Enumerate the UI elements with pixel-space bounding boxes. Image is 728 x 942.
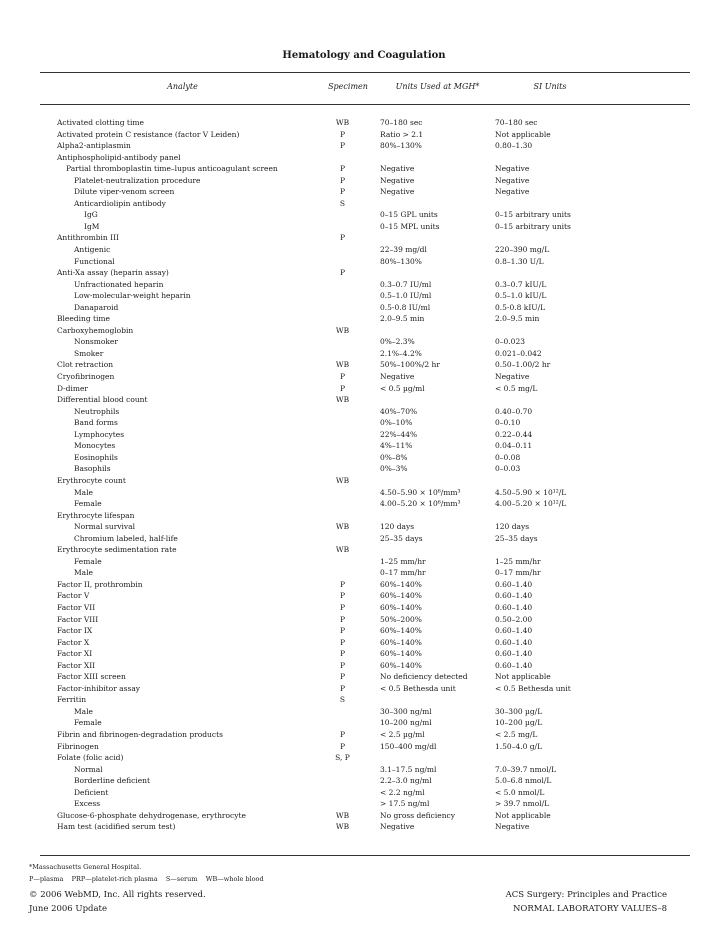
analyte-cell: Smoker: [74, 348, 104, 358]
specimen-cell: WB: [335, 810, 350, 820]
table-row: [40, 637, 690, 649]
analyte-cell: Platelet-neutralization procedure: [74, 175, 201, 185]
specimen-cell: P: [339, 614, 346, 624]
specimen-cell: P: [339, 268, 346, 278]
mgh-units-cell: < 2.2 ng/ml: [380, 787, 425, 797]
si-units-cell: Not applicable: [495, 810, 551, 820]
table-row: [40, 302, 690, 314]
table-row: [40, 440, 690, 452]
si-units-cell: < 0.5 Bethesda unit: [495, 683, 571, 693]
mgh-units-cell: 3.1–17.5 ng/ml: [380, 764, 437, 774]
analyte-cell: Female: [74, 499, 102, 509]
analyte-cell: Glucose-6-phosphate dehydrogenase, erythrocyte: [57, 810, 246, 820]
mgh-units-cell: 30–300 ng/ml: [380, 706, 432, 716]
specimen-cell: WB: [335, 475, 350, 485]
si-units-cell: 120 days: [495, 522, 530, 532]
analyte-cell: Antiphospholipid-antibody panel: [57, 152, 181, 162]
si-units-cell: 0.80–1.30: [495, 141, 533, 151]
table-row: [40, 429, 690, 441]
table-row: [40, 163, 690, 175]
specimen-cell: P: [339, 187, 346, 197]
si-units-cell: 10–200 µg/L: [495, 718, 543, 728]
footnotes: [29, 861, 264, 885]
table-row: [40, 752, 690, 764]
analyte-cell: Bleeding time: [57, 314, 110, 324]
mgh-units-cell: 2.1%–4.2%: [380, 348, 422, 358]
mgh-units-cell: 0%–3%: [380, 464, 408, 474]
analyte-cell: Eosinophils: [74, 452, 118, 462]
analyte-cell: Male: [74, 706, 93, 716]
table-row: [40, 152, 690, 164]
analyte-cell: Alpha2-antiplasmin: [57, 141, 131, 151]
table-header: [40, 82, 690, 96]
si-units-cell: Negative: [495, 164, 530, 174]
book-title: ACS Surgery: Principles and Practice: [505, 890, 667, 900]
table-row: [40, 683, 690, 695]
table-row: [40, 209, 690, 221]
table-row: [40, 244, 690, 256]
analyte-cell: Factor XI: [57, 649, 93, 659]
analyte-cell: Factor IX: [57, 626, 93, 636]
mgh-units-cell: 50%–200%: [380, 614, 422, 624]
mgh-units-cell: 4%–11%: [380, 441, 413, 451]
mgh-units-cell: 70–180 sec: [380, 118, 423, 127]
table-row: [40, 579, 690, 591]
header-rule: [40, 104, 690, 105]
si-units-cell: Negative: [495, 187, 530, 197]
specimen-cell: WB: [335, 118, 350, 127]
mgh-units-cell: Negative: [380, 822, 415, 832]
mgh-units-cell: 1–25 mm/hr: [380, 556, 426, 566]
mgh-units-cell: 0–15 GPL units: [380, 210, 438, 220]
si-units-cell: Negative: [495, 822, 530, 832]
mgh-units-cell: 60%–140%: [380, 602, 422, 612]
table-row: [40, 498, 690, 510]
analyte-cell: D-dimer: [57, 383, 89, 393]
reference-table: [40, 117, 690, 833]
section-label: NORMAL LABORATORY VALUES–8: [512, 904, 667, 914]
specimen-cell: P: [339, 175, 346, 185]
mgh-units-cell: 60%–140%: [380, 649, 422, 659]
table-row: [40, 394, 690, 406]
table-row: [40, 741, 690, 753]
analyte-cell: Antigenic: [74, 245, 111, 255]
analyte-cell: Factor XII: [57, 660, 96, 670]
mgh-units-cell: 40%–70%: [380, 406, 418, 416]
si-units-cell: Not applicable: [495, 672, 551, 682]
analyte-cell: Normal: [74, 764, 103, 774]
table-row: [40, 648, 690, 660]
analyte-cell: Band forms: [74, 418, 118, 428]
mgh-units-cell: 25–35 days: [380, 533, 423, 543]
mgh-units-cell: Ratio > 2.1: [380, 129, 424, 139]
table-row: [40, 232, 690, 244]
specimen-cell: S, P: [335, 753, 350, 763]
si-units-cell: 5.0–6.8 nmol/L: [495, 776, 552, 786]
table-row: [40, 729, 690, 741]
header-si-units: SI Units: [533, 82, 567, 91]
si-units-cell: < 5.0 nmol/L: [495, 787, 545, 797]
specimen-cell: P: [339, 602, 346, 612]
table-row: [40, 567, 690, 579]
analyte-cell: Factor VII: [57, 602, 96, 612]
mgh-units-cell: 0.5–1.0 IU/ml: [380, 291, 432, 301]
table-row: [40, 313, 690, 325]
mgh-units-cell: 0%–10%: [380, 418, 413, 428]
specimen-cell: P: [339, 626, 346, 636]
mgh-units-cell: 4.50–5.90 × 10⁶/mm³: [380, 487, 461, 497]
si-units-cell: 0.60–1.40: [495, 591, 533, 601]
specimen-cell: P: [339, 129, 346, 139]
table-row: [40, 256, 690, 268]
specimen-cell: WB: [335, 822, 350, 832]
si-units-cell: 30–300 µg/L: [495, 706, 543, 716]
table-row: [40, 798, 690, 810]
mgh-units-cell: Negative: [380, 164, 415, 174]
si-units-cell: 0.60–1.40: [495, 626, 533, 636]
specimen-cell: P: [339, 164, 346, 174]
mgh-units-cell: 0.5-0.8 IU/ml: [380, 302, 431, 312]
table-row: [40, 706, 690, 718]
analyte-cell: Excess: [74, 799, 101, 809]
mgh-units-cell: No deficiency detected: [380, 672, 468, 682]
si-units-cell: Negative: [495, 175, 530, 185]
si-units-cell: < 0.5 mg/L: [495, 383, 538, 393]
si-units-cell: 1–25 mm/hr: [495, 556, 541, 566]
mgh-units-cell: 60%–140%: [380, 660, 422, 670]
mgh-units-cell: > 17.5 ng/ml: [380, 799, 430, 809]
specimen-cell: P: [339, 649, 346, 659]
specimen-cell: P: [339, 372, 346, 382]
analyte-cell: Deficient: [74, 787, 109, 797]
analyte-cell: Folate (folic acid): [57, 753, 124, 763]
si-units-cell: 0.04–0.11: [495, 441, 533, 451]
mgh-units-cell: 150–400 mg/dl: [380, 741, 437, 751]
si-units-cell: 0.60–1.40: [495, 602, 533, 612]
analyte-cell: Activated clotting time: [57, 118, 144, 127]
specimen-cell: P: [339, 591, 346, 601]
analyte-cell: Fibrin and fibrinogen-degradation products: [57, 729, 223, 739]
analyte-cell: Functional: [74, 256, 115, 266]
si-units-cell: 7.0–39.7 nmol/L: [495, 764, 557, 774]
specimen-cell: S: [339, 198, 346, 208]
table-row: [40, 671, 690, 683]
analyte-cell: Ham test (acidified serum test): [57, 822, 176, 832]
analyte-cell: Monocytes: [74, 441, 116, 451]
specimen-cell: WB: [335, 545, 350, 555]
si-units-cell: 0–0.08: [495, 452, 521, 462]
analyte-cell: Partial thromboplastin time–lupus anticoagulant screen: [66, 164, 278, 174]
si-units-cell: 70–180 sec: [495, 118, 538, 127]
analyte-cell: Anticardiolipin antibody: [74, 198, 166, 208]
si-units-cell: > 39.7 nmol/L: [495, 799, 550, 809]
table-row: [40, 371, 690, 383]
mgh-units-cell: 120 days: [380, 522, 415, 532]
table-row: [40, 221, 690, 233]
table-row: [40, 810, 690, 822]
si-units-cell: 0.40–0.70: [495, 406, 533, 416]
mgh-units-cell: 0–15 MPL units: [380, 221, 440, 231]
si-units-cell: 0–15 arbitrary units: [495, 210, 571, 220]
si-units-cell: 0.60–1.40: [495, 579, 533, 589]
analyte-cell: Male: [74, 568, 93, 578]
mgh-units-cell: 2.2–3.0 ng/ml: [380, 776, 432, 786]
analyte-cell: Ferritin: [57, 695, 87, 705]
copyright: © 2006 WebMD, Inc. All rights reserved.: [29, 890, 206, 900]
specimen-cell: P: [339, 637, 346, 647]
table-row: [40, 787, 690, 799]
analyte-cell: Factor X: [57, 637, 90, 647]
mgh-units-cell: Negative: [380, 372, 415, 382]
specimen-cell: WB: [335, 360, 350, 370]
table-row: [40, 383, 690, 395]
analyte-cell: Factor V: [57, 591, 90, 601]
specimen-cell: WB: [335, 325, 350, 335]
mgh-units-cell: 0.3–0.7 IU/ml: [380, 279, 432, 289]
table-row: [40, 764, 690, 776]
specimen-cell: P: [339, 141, 346, 151]
analyte-cell: Erythrocyte lifespan: [57, 510, 135, 520]
table-row: [40, 544, 690, 556]
analyte-cell: Low-molecular-weight heparin: [74, 291, 191, 301]
table-row: [40, 475, 690, 487]
specimen-cell: WB: [335, 522, 350, 532]
header-units-mgh: Units Used at MGH*: [395, 82, 480, 91]
analyte-cell: Factor-inhibitor assay: [57, 683, 141, 693]
update-date: June 2006 Update: [29, 904, 107, 914]
mgh-units-cell: 10–200 ng/ml: [380, 718, 432, 728]
table-row: [40, 417, 690, 429]
mgh-units-cell: 80%–130%: [380, 141, 422, 151]
specimen-cell: P: [339, 672, 346, 682]
mgh-units-cell: 0%–2.3%: [380, 337, 415, 347]
table-row: [40, 325, 690, 337]
mgh-units-cell: 60%–140%: [380, 626, 422, 636]
si-units-cell: 0.3–0.7 kIU/L: [495, 279, 547, 289]
specimen-cell: WB: [335, 395, 350, 405]
table-row: [40, 487, 690, 499]
si-units-cell: 220–390 mg/L: [495, 245, 550, 255]
header-analyte: Analyte: [167, 82, 198, 91]
page-title: Hematology and Coagulation: [282, 50, 446, 61]
analyte-cell: Female: [74, 718, 102, 728]
analyte-cell: Female: [74, 556, 102, 566]
footnote-abbreviations: P—plasma PRP—platelet-rich plasma S—serum WB—whole blood: [29, 875, 264, 883]
table-row: [40, 279, 690, 291]
table-row: [40, 510, 690, 522]
mgh-units-cell: 60%–140%: [380, 637, 422, 647]
si-units-cell: 2.0–9.5 min: [495, 314, 540, 324]
table-row: [40, 348, 690, 360]
bottom-rule: [40, 855, 690, 856]
specimen-cell: P: [339, 660, 346, 670]
table-row: [40, 614, 690, 626]
analyte-cell: Clot retraction: [57, 360, 114, 370]
table-row: [40, 821, 690, 833]
footer-left: [29, 888, 206, 916]
si-units-cell: Negative: [495, 372, 530, 382]
table-row: [40, 186, 690, 198]
table-row: [40, 521, 690, 533]
si-units-cell: 0–17 mm/hr: [495, 568, 541, 578]
mgh-units-cell: 80%–130%: [380, 256, 422, 266]
analyte-cell: Antithrombin III: [57, 233, 120, 243]
si-units-cell: 0.8–1.30 U/L: [495, 256, 544, 266]
analyte-cell: Danaparoid: [74, 302, 119, 312]
si-units-cell: 0–0.10: [495, 418, 521, 428]
analyte-cell: Borderline deficient: [74, 776, 151, 786]
si-units-cell: 0.60–1.40: [495, 637, 533, 647]
mgh-units-cell: < 0.5 Bethesda unit: [380, 683, 456, 693]
table-row: [40, 267, 690, 279]
si-units-cell: 25–35 days: [495, 533, 538, 543]
table-row: [40, 359, 690, 371]
analyte-cell: Erythrocyte sedimentation rate: [57, 545, 177, 555]
si-units-cell: 0.50–1.00/2 hr: [495, 360, 551, 370]
specimen-cell: P: [339, 729, 346, 739]
table-row: [40, 463, 690, 475]
analyte-cell: Cryofibrinogen: [57, 372, 115, 382]
analyte-cell: IgM: [84, 221, 100, 231]
analyte-cell: Nonsmoker: [74, 337, 118, 347]
table-row: [40, 602, 690, 614]
analyte-cell: Factor XIII screen: [57, 672, 126, 682]
analyte-cell: Factor II, prothrombin: [57, 579, 143, 589]
si-units-cell: 0–0.023: [495, 337, 525, 347]
table-row: [40, 775, 690, 787]
mgh-units-cell: < 0.5 µg/ml: [380, 383, 425, 393]
specimen-cell: P: [339, 233, 346, 243]
mgh-units-cell: 2.0–9.5 min: [380, 314, 425, 324]
si-units-cell: 4.50–5.90 × 10¹²/L: [495, 487, 567, 497]
analyte-cell: IgG: [84, 210, 98, 220]
table-row: [40, 290, 690, 302]
table-row: [40, 336, 690, 348]
specimen-cell: P: [339, 683, 346, 693]
analyte-cell: Anti-Xa assay (heparin assay): [57, 268, 169, 278]
si-units-cell: 0.5–1.0 kIU/L: [495, 291, 547, 301]
mgh-units-cell: 0–17 mm/hr: [380, 568, 426, 578]
mgh-units-cell: 22%–44%: [380, 429, 418, 439]
analyte-cell: Unfractionated heparin: [74, 279, 164, 289]
table-row: [40, 717, 690, 729]
analyte-cell: Dilute viper-venom screen: [74, 187, 175, 197]
si-units-cell: 4.00–5.20 × 10¹²/L: [495, 499, 567, 509]
si-units-cell: 0.5-0.8 kIU/L: [495, 302, 546, 312]
si-units-cell: 0–15 arbitrary units: [495, 221, 571, 231]
analyte-cell: Chromium labeled, half-life: [74, 533, 178, 543]
mgh-units-cell: 60%–140%: [380, 591, 422, 601]
analyte-cell: Fibrinogen: [57, 741, 99, 751]
si-units-cell: 0–0.03: [495, 464, 521, 474]
analyte-cell: Male: [74, 487, 93, 497]
si-units-cell: 1.50–4.0 g/L: [495, 741, 543, 751]
specimen-cell: P: [339, 383, 346, 393]
table-row: [40, 406, 690, 418]
table-row: [40, 198, 690, 210]
table-row: [40, 175, 690, 187]
table-row: [40, 117, 690, 129]
mgh-units-cell: No gross deficiency: [380, 810, 455, 820]
table-row: [40, 590, 690, 602]
specimen-cell: S: [339, 695, 346, 705]
mgh-units-cell: < 2.5 µg/ml: [380, 729, 425, 739]
specimen-cell: P: [339, 741, 346, 751]
table-row: [40, 625, 690, 637]
header-specimen: Specimen: [328, 82, 368, 91]
si-units-cell: 0.60–1.40: [495, 660, 533, 670]
table-row: [40, 556, 690, 568]
si-units-cell: Not applicable: [495, 129, 551, 139]
specimen-cell: P: [339, 579, 346, 589]
analyte-cell: Differential blood count: [57, 395, 148, 405]
analyte-cell: Lymphocytes: [74, 429, 125, 439]
analyte-cell: Neutrophils: [74, 406, 120, 416]
analyte-cell: Normal survival: [74, 522, 136, 532]
si-units-cell: 0.021–0.042: [495, 348, 542, 358]
mgh-units-cell: 22–39 mg/dl: [380, 245, 427, 255]
mgh-units-cell: 4.00–5.20 × 10⁶/mm³: [380, 499, 461, 509]
si-units-cell: 0.50–2.00: [495, 614, 533, 624]
analyte-cell: Carboxyhemoglobin: [57, 325, 134, 335]
si-units-cell: 0.22–0.44: [495, 429, 533, 439]
mgh-units-cell: 50%–100%/2 hr: [380, 360, 440, 370]
table-row: [40, 660, 690, 672]
top-rule: [40, 72, 690, 73]
table-row: [40, 452, 690, 464]
mgh-units-cell: 60%–140%: [380, 579, 422, 589]
footnote-mgh: *Massachusetts General Hospital.: [29, 863, 142, 871]
mgh-units-cell: 0%–8%: [380, 452, 408, 462]
analyte-cell: Activated protein C resistance (factor V Leiden): [57, 129, 240, 139]
si-units-cell: < 2.5 mg/L: [495, 729, 538, 739]
table-row: [40, 694, 690, 706]
analyte-cell: Erythrocyte count: [57, 475, 126, 485]
table-row: [40, 140, 690, 152]
table-row: [40, 129, 690, 141]
footer-right: [506, 888, 667, 916]
analyte-cell: Factor VIII: [57, 614, 99, 624]
si-units-cell: 0.60–1.40: [495, 649, 533, 659]
mgh-units-cell: Negative: [380, 175, 415, 185]
table-row: [40, 533, 690, 545]
mgh-units-cell: Negative: [380, 187, 415, 197]
analyte-cell: Basophils: [74, 464, 111, 474]
